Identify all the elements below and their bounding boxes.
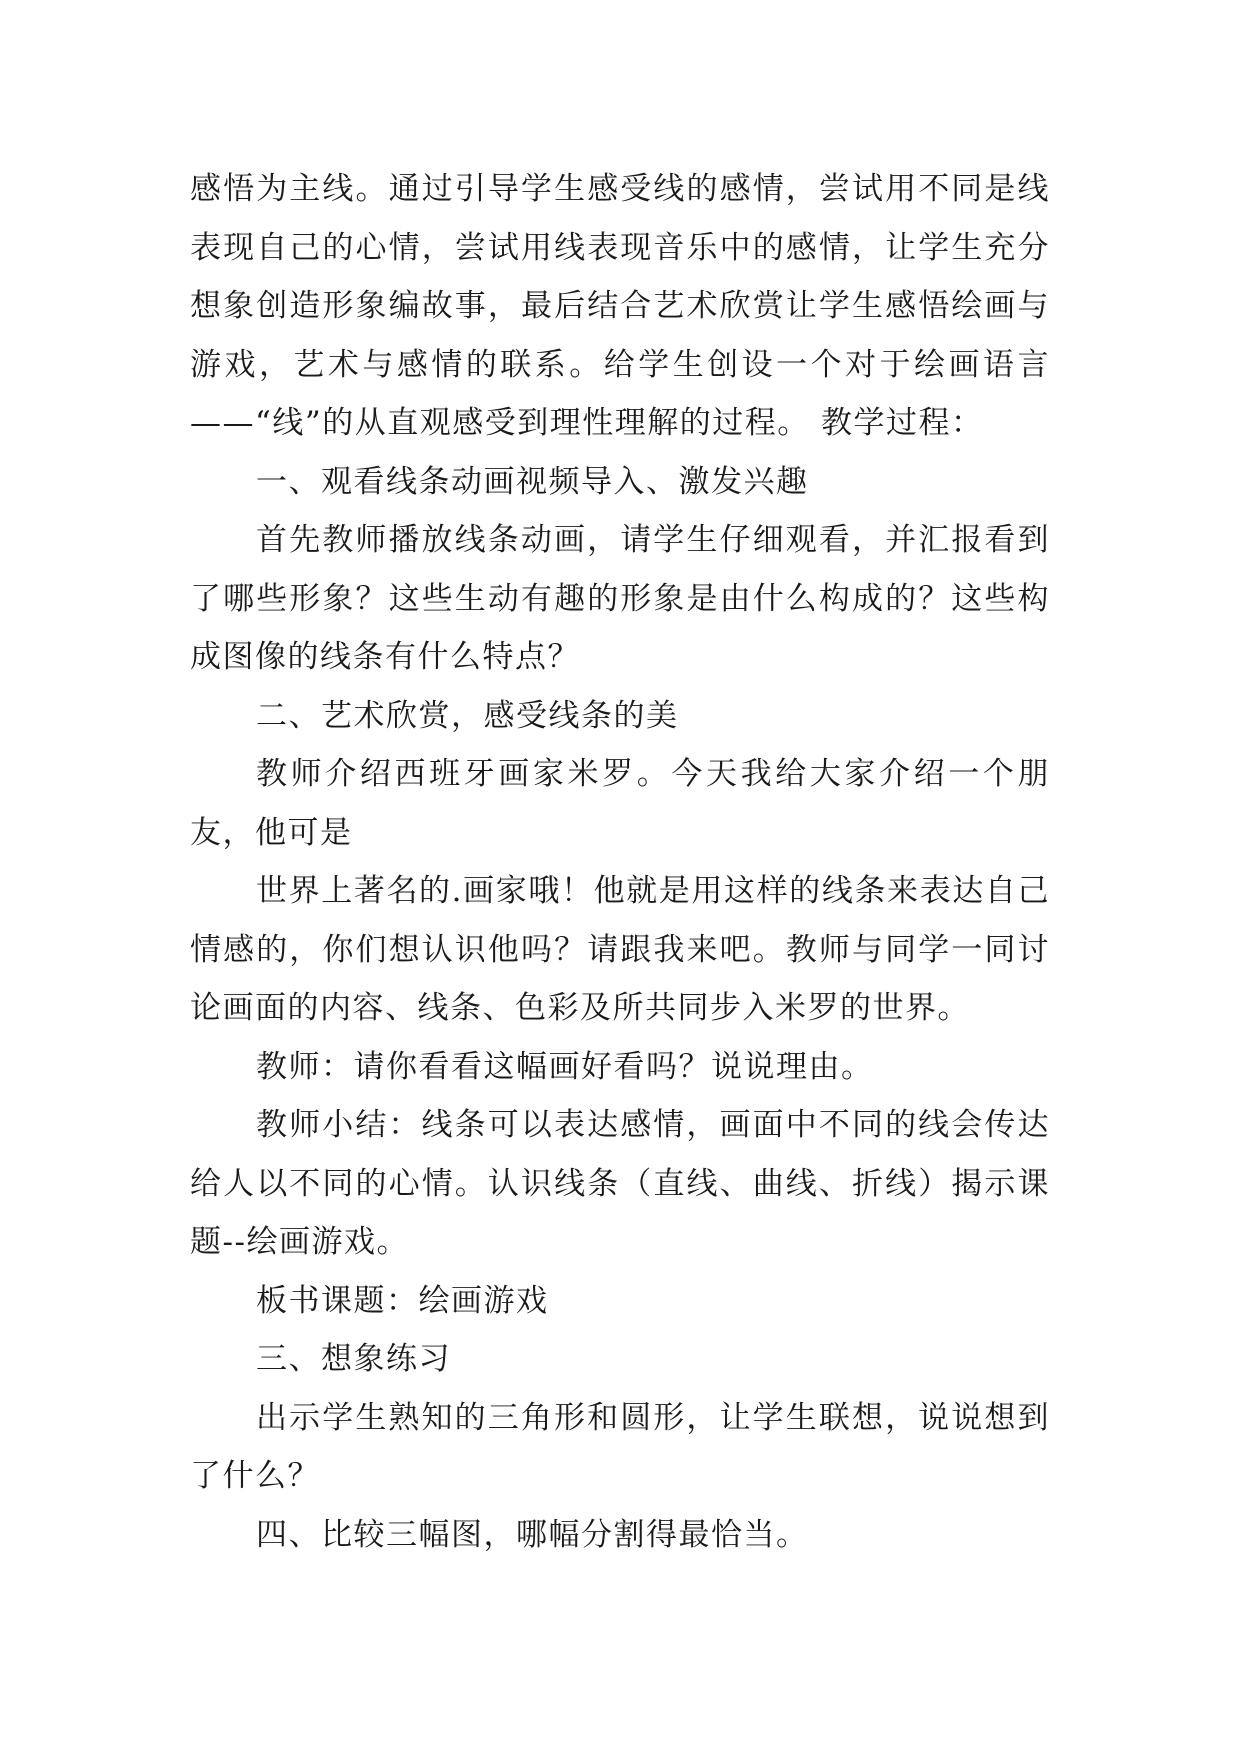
paragraph-board-title: 板书课题：绘画游戏: [256, 1282, 549, 1319]
paragraph-intro-continued: 感悟为主线。通过引导学生感受线的感情，尝试用不同是线表现自己的心情，尝试用线表现音乐中的感情，让学生充分想象创造形象编故事，最后结合艺术欣赏让学生感悟绘画与游戏，艺术与感情的联系。给学生创设一个对于绘画语言——“线”的从直观感受到理性理解的过程。 教学过程：: [190, 171, 1050, 441]
paragraph-teacher-summary: 教师小结：线条可以表达感情，画面中不同的线会传达给人以不同的心情。认识线条（直线、曲线、折线）揭示课题--绘画游戏。: [190, 1107, 1050, 1260]
heading-section-1: 一、观看线条动画视频导入、激发兴趣: [256, 463, 809, 500]
heading-section-2: 二、艺术欣赏，感受线条的美: [256, 697, 679, 734]
paragraph-teacher-question: 教师：请你看看这幅画好看吗？说说理由。: [256, 1048, 874, 1085]
heading-section-4: 四、比较三幅图，哪幅分割得最恰当。: [256, 1516, 809, 1553]
paragraph-section-1: 首先教师播放线条动画，请学生仔细观看，并汇报看到了哪些形象？这些生动有趣的形象是由什么构成的？这些构成图像的线条有什么特点？: [190, 522, 1050, 675]
paragraph-miro-intro: 教师介绍西班牙画家米罗。今天我给大家介绍一个朋友，他可是: [190, 756, 1050, 851]
paragraph-section-3: 出示学生熟知的三角形和圆形，让学生联想，说说想到了什么？: [190, 1399, 1050, 1494]
heading-section-3: 三、想象练习: [256, 1341, 451, 1377]
document-body: [190, 160, 1050, 1564]
paragraph-miro-world: 世界上著名的.画家哦！他就是用这样的线条来表达自己情感的，你们想认识他吗？请跟我来吧。教师与同学一同讨论画面的内容、线条、色彩及所共同步入米罗的世界。: [190, 873, 1050, 1026]
